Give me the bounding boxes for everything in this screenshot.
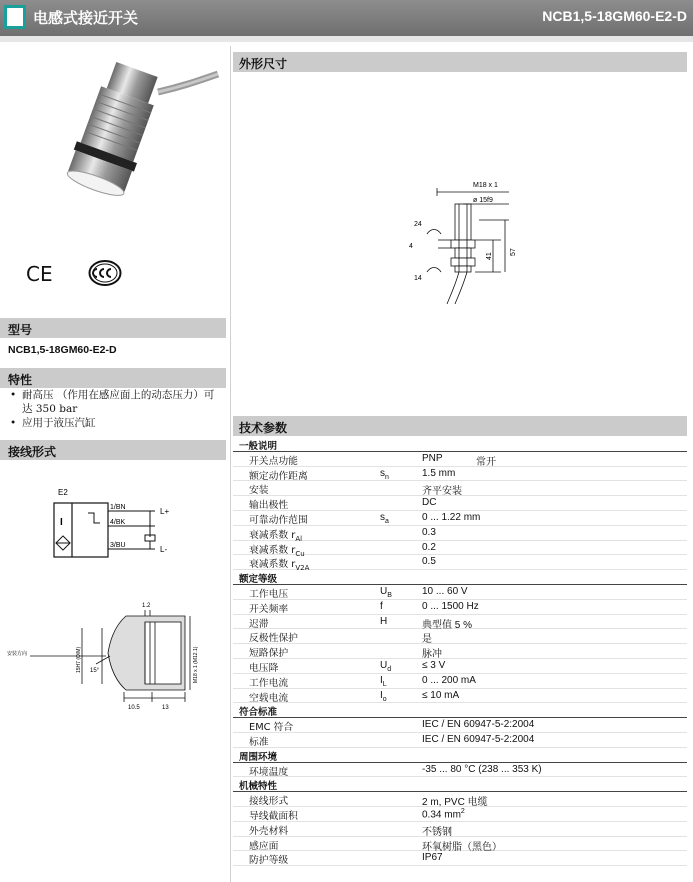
spec-label-text: 输出极性 (249, 500, 289, 512)
spec-label (249, 793, 288, 807)
spec-label-text: EMC 符合 (249, 722, 294, 734)
spec-symbol (380, 601, 383, 614)
column-divider (230, 46, 231, 882)
spec-row (233, 763, 687, 778)
spec-row (233, 600, 687, 615)
installation-drawing (0, 598, 226, 718)
spec-label-text: 接线形式 (249, 796, 289, 808)
spec-label (249, 512, 308, 526)
spec-label (249, 838, 278, 852)
spec-symbol-sub: a (385, 517, 389, 525)
dim-thread: M18 x 1 (473, 182, 498, 189)
spec-category-label: 周围环境 (239, 751, 278, 763)
spec-value-text: 不锈钢 (422, 826, 452, 838)
spec-label (249, 630, 298, 644)
install-dim-3: M18 x 1 (M12.1) (193, 646, 199, 683)
dimensions-section-title: 外形尺寸 (233, 52, 687, 72)
page-title: 电感式接近开关 (33, 9, 139, 27)
spec-label-text: 电压降 (249, 662, 279, 674)
install-dim-2: 15H7 (O/M) (76, 646, 82, 673)
spec-value-text: 脉冲 (422, 649, 442, 661)
wire-2-label: 4/BK (110, 519, 126, 526)
spec-row (233, 541, 687, 556)
spec-value-text: ≤ 10 mA (422, 689, 460, 701)
spec-row (233, 555, 687, 573)
dim-14: 14 (414, 275, 422, 282)
spec-value (422, 616, 472, 631)
spec-row (233, 807, 687, 822)
plus-label: L+ (160, 507, 170, 516)
spec-value-text: IP67 (422, 852, 443, 864)
spec-label (249, 616, 269, 630)
minus-label: L- (160, 545, 168, 554)
spec-label-sub: Al (295, 534, 303, 543)
features-list (8, 388, 218, 430)
spec-value-text: 0 ... 1.22 mm (422, 511, 481, 523)
spec-symbol-text: f (380, 600, 383, 612)
spec-row (233, 467, 687, 482)
install-direction-label: 安装方向 (7, 651, 28, 657)
spec-value-sup: 2 (460, 807, 465, 815)
spec-label (249, 808, 298, 822)
spec-row (233, 659, 687, 674)
spec-label (249, 852, 288, 866)
spec-label-text: 工作电流 (249, 677, 289, 689)
spec-value-text: -35 ... 80 °C (238 ... 353 K) (422, 763, 542, 775)
spec-value (422, 645, 442, 660)
spec-value (422, 823, 452, 838)
title-bar (0, 0, 693, 36)
spec-label-text: 防护等级 (249, 855, 289, 867)
spec-value (422, 675, 476, 686)
spec-category-label: 一般说明 (239, 441, 278, 452)
spec-category (233, 570, 687, 585)
wiring-diagram (50, 485, 200, 565)
spec-value-text: 0.2 (422, 541, 436, 553)
spec-label-text: 导线截面积 (249, 810, 298, 822)
spec-value-text: ≤ 3 V (422, 659, 446, 671)
spec-label-text: 工作电压 (249, 588, 289, 600)
spec-label-text: 衰减系数 r (249, 559, 296, 571)
spec-symbol-text: U (380, 585, 388, 597)
spec-label (249, 764, 288, 778)
spec-row (233, 496, 687, 511)
spec-value-text: 0.3 (422, 526, 436, 538)
spec-value (422, 764, 542, 775)
page-model: NCB1,5-18GM60-E2-D (542, 8, 687, 24)
spec-label (249, 468, 308, 482)
install-dim-5: 10.5 (128, 705, 140, 711)
spec-value (422, 482, 462, 497)
spec-symbol (380, 586, 392, 599)
spec-category (233, 777, 687, 792)
spec-symbol (380, 512, 389, 525)
spec-value (422, 690, 459, 701)
spec-row (233, 585, 687, 600)
spec-symbol-sub: n (385, 473, 389, 481)
product-photo (20, 52, 220, 202)
wire-1-label: 1/BN (110, 504, 126, 511)
spec-symbol (380, 468, 389, 481)
spec-label-text: 衰减系数 r (249, 529, 296, 541)
spec-label-text: 安装 (249, 485, 269, 497)
model-section-title: 型号 (0, 318, 226, 338)
install-dim-4: 15° (90, 668, 100, 674)
spec-symbol-sub: L (382, 680, 387, 688)
spec-row (233, 481, 687, 496)
spec-value (422, 630, 432, 645)
spec-label-text: 衰减系数 r (249, 544, 296, 556)
spec-row (233, 822, 687, 837)
spec-label-text: 标准 (249, 736, 269, 748)
wire-3-label: 3/BU (110, 542, 126, 549)
spec-symbol (380, 675, 387, 688)
brand-square-icon (4, 5, 26, 29)
spec-value (422, 734, 534, 745)
spec-value-text: 10 ... 60 V (422, 585, 468, 597)
feature-item: • 应用于液压汽缸 (8, 416, 218, 430)
spec-value-text: IEC / EN 60947-5-2:2004 (422, 733, 535, 745)
spec-value (422, 556, 436, 567)
spec-label-text: 环境温度 (249, 766, 289, 778)
spec-label (249, 453, 298, 467)
spec-category (233, 748, 687, 763)
spec-label (249, 660, 278, 674)
spec-value-text: 环氧树脂（黑色） (422, 841, 502, 853)
spec-value (422, 497, 436, 508)
spec-label (249, 482, 269, 496)
spec-label-text: 短路保护 (249, 648, 289, 660)
spec-row (233, 615, 687, 630)
spec-category-label: 额定等级 (239, 574, 278, 586)
spec-value (422, 601, 479, 612)
title-subbar (0, 36, 693, 42)
spec-value (422, 838, 502, 853)
spec-label-text: 开关点功能 (249, 455, 298, 467)
spec-label-text: 反极性保护 (249, 633, 298, 645)
spec-value-text: DC (422, 497, 437, 509)
spec-label-text: 额定动作距离 (249, 470, 308, 482)
spec-row (233, 644, 687, 659)
spec-value (422, 542, 436, 553)
spec-symbol-text: H (380, 615, 388, 627)
spec-row (233, 792, 687, 807)
spec-value (422, 719, 534, 730)
dim-diameter: ø 15f9 (473, 197, 493, 204)
spec-row (233, 837, 687, 852)
spec-value-text: 0.34 mm (422, 809, 461, 821)
spec-value-text: 典型值 5 % (422, 619, 473, 631)
spec-category-label: 符合标准 (239, 707, 278, 719)
spec-label-text: 感应面 (249, 840, 279, 852)
feature-item: • 耐高压 （作用在感应面上的动态压力）可达 350 bar (8, 388, 218, 416)
spec-row (233, 452, 687, 467)
wiring-section-title: 接线形式 (0, 440, 226, 460)
dim-41: 41 (486, 252, 493, 260)
dim-4: 4 (409, 243, 413, 250)
spec-category (233, 703, 687, 718)
spec-value (422, 808, 465, 820)
spec-symbol-text: I (380, 689, 383, 701)
spec-label (249, 719, 293, 733)
ce-mark: CE (26, 262, 53, 286)
spec-label-text: 空载电流 (249, 692, 289, 704)
spec-value-text: 0 ... 1500 Hz (422, 600, 479, 612)
spec-row (233, 674, 687, 689)
spec-label (249, 675, 288, 689)
features-section-title: 特性 (0, 368, 226, 388)
spec-row (233, 629, 687, 644)
spec-label-text: 可靠动作范围 (249, 514, 308, 526)
spec-label (249, 601, 288, 615)
spec-label (249, 645, 288, 659)
spec-symbol-sub: d (387, 665, 392, 673)
spec-symbol (380, 690, 387, 703)
spec-value (422, 527, 436, 538)
spec-label-text: 开关频率 (249, 603, 289, 615)
spec-value-text: 1.5 mm (422, 467, 456, 479)
wiring-label: E2 (58, 488, 68, 497)
spec-value (422, 852, 443, 863)
spec-value (422, 512, 480, 523)
spec-table (233, 437, 687, 866)
spec-symbol-text: I (380, 674, 383, 686)
dim-57: 57 (510, 248, 517, 256)
ccc-mark-icon (88, 259, 122, 287)
spec-label (249, 690, 288, 704)
spec-symbol (380, 616, 387, 629)
spec-symbol-sub: B (387, 591, 392, 599)
spec-symbol-sub: o (382, 695, 387, 703)
spec-label-sub: Cu (295, 549, 305, 558)
spec-value-extra: 常开 (476, 456, 496, 468)
spec-value-text: 齐平安装 (422, 486, 462, 498)
spec-label-sub: V2A (295, 564, 310, 573)
wiring-block-label: I (60, 517, 63, 528)
spec-value (422, 660, 445, 671)
spec-category (233, 437, 687, 452)
spec-symbol-text: U (380, 659, 388, 671)
spec-row (233, 511, 687, 526)
install-dim-1: 1.2 (142, 603, 151, 609)
install-dim-6: 13 (162, 705, 169, 711)
spec-row (233, 733, 687, 748)
spec-symbol-text: s (380, 511, 385, 523)
spec-row (233, 718, 687, 733)
dim-24: 24 (414, 221, 422, 228)
spec-symbol-text: s (380, 467, 385, 479)
spec-row (233, 689, 687, 704)
tech-section-title: 技术参数 (233, 416, 687, 436)
spec-label (249, 823, 288, 837)
spec-symbol (380, 660, 391, 673)
spec-label-text: 迟滞 (249, 618, 269, 630)
spec-value-text: 2 m, PVC 电缆 (422, 797, 488, 809)
spec-value (422, 793, 488, 808)
spec-value (422, 468, 455, 479)
spec-value-text: IEC / EN 60947-5-2:2004 (422, 719, 535, 731)
spec-label (249, 497, 288, 511)
spec-row (233, 526, 687, 541)
spec-label-text: 外壳材料 (249, 825, 289, 837)
spec-row (233, 851, 687, 866)
spec-value (422, 453, 443, 464)
spec-label (249, 734, 269, 748)
spec-category-label: 机械特性 (239, 781, 278, 793)
spec-value-text: 0.5 (422, 556, 436, 568)
spec-value-text: 是 (422, 634, 432, 646)
spec-value (422, 586, 468, 597)
model-value: NCB1,5-18GM60-E2-D (8, 344, 117, 356)
dimension-drawing (405, 176, 525, 306)
spec-value-text: PNP (422, 452, 443, 464)
spec-label (249, 586, 288, 600)
spec-value-text: 0 ... 200 mA (422, 674, 476, 686)
